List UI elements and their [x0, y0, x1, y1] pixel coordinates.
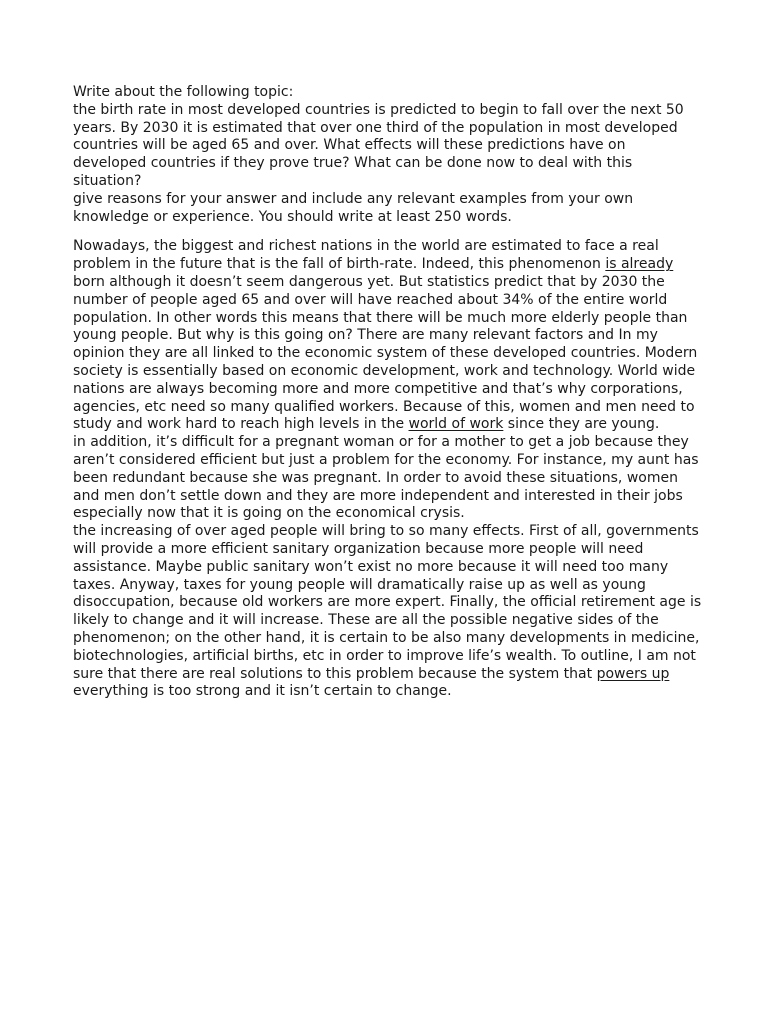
prompt-topic: the birth rate in most developed countries is predicted to begin to fall over the next 50 years. By 2030 it is estimated that over one third of the population in most developed countries will be aged 65 and over. What effects will these predictions have on developed countries if they prove true? What can be done now to deal with this situation? [73, 101, 684, 189]
essay-p1-text-b: born although it doesn’t seem dangerous yet. But statistics predict that by 2030 the number of people aged 65 and over will have reached about 34% of the entire world population. In other words this means that there will be much more elderly people than young people. But why is this going on? There are many relevant factors and In my opinion they are all linked to the economic system of these developed countries. Modern society is essentially based on economic development, work and technology. World wide nations are always becoming more and more competitive and that’s why corporations, agencies, etc need so many qualified workers. Because of this, women and men need to study and work hard to reach high levels in the [73, 273, 698, 433]
prompt-heading: Write about the following topic: [73, 84, 294, 100]
essay-paragraph-2: in addition, it’s difficult for a pregnant woman or for a mother to get a job because they aren’t considered efficient but just a problem for the economy. For instance, my aunt has been redundant because she was pregnant. In order to avoid these situations, women and men don’t settle down and they are more independent and interested in their jobs especially now that it is going on the economical crysis. [73, 434, 699, 522]
essay-paragraph-1 [73, 238, 703, 434]
essay-p3-text-b: everything is too strong and it isn’t certain to change. [73, 683, 452, 700]
document-page [73, 84, 703, 701]
underlined-phrase-world-of-work: world of work [408, 416, 504, 433]
underlined-phrase-is-already: is already [605, 256, 674, 273]
essay-section [73, 238, 703, 701]
essay-paragraph-3 [73, 523, 703, 701]
underlined-phrase-powers-up: powers up [596, 665, 670, 682]
essay-p1-text-a: Nowadays, the biggest and richest nations in the world are estimated to face a real problem in the future that is the fall of birth-rate. Indeed, this phenomenon [73, 238, 659, 273]
prompt-section [73, 84, 703, 226]
prompt-instructions: give reasons for your answer and include any relevant examples from your own knowledge or experience. You should write at least 250 words. [73, 190, 634, 225]
essay-p1-text-c: since they are young. [503, 416, 660, 433]
essay-p3-text-a: the increasing of over aged people will bring to so many effects. First of all, governments will provide a more efficient sanitary organization because more people will need assistance. Maybe public sanitary won’t exist no more because it will need too many taxes. Anyway, taxes for young people will dramatically raise up as well as young disoccupation, because old workers are more expert. Finally, the official retirement age is likely to change and it will increase. These are all the possible negative sides of the phenomenon; on the other hand, it is certain to be also many developments in medicine, biotechnologies, artificial births, etc in order to improve life’s wealth. To outline, I am not sure that there are real solutions to this problem because the system that [73, 523, 702, 682]
